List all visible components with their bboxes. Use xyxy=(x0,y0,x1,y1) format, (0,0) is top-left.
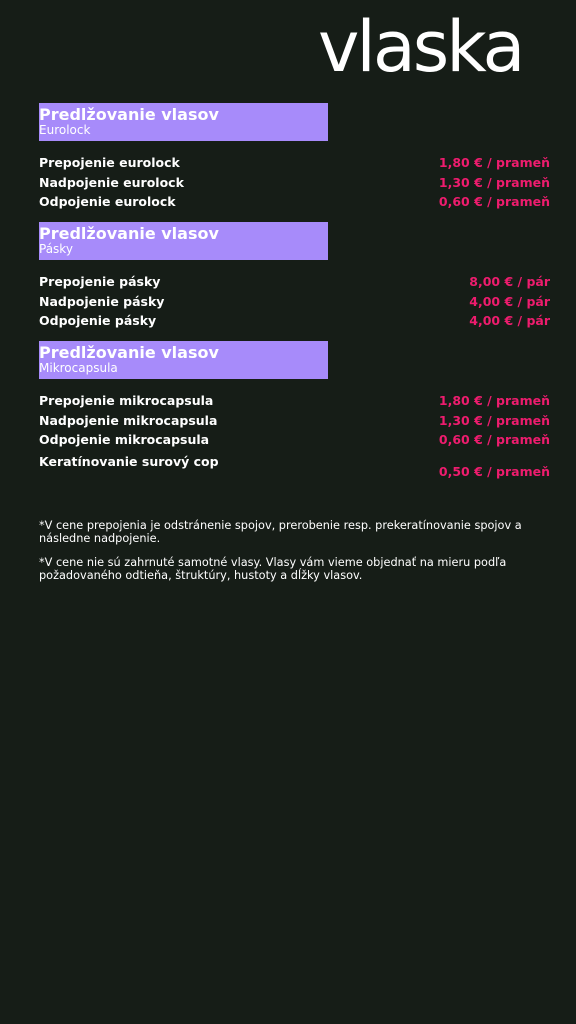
price-row xyxy=(39,294,550,314)
service-price: 8,00 € / pár xyxy=(469,274,550,289)
section-subtitle: Pásky xyxy=(39,242,73,256)
service-price: 0,50 € / prameň xyxy=(438,463,550,479)
section-header xyxy=(39,341,328,379)
service-name: Odpojenie eurolock xyxy=(39,194,176,209)
service-price: 4,00 € / pár xyxy=(469,293,550,309)
price-row xyxy=(39,393,550,413)
price-row xyxy=(39,413,550,433)
service-name: Prepojenie mikrocapsula xyxy=(39,393,214,408)
price-row xyxy=(39,454,550,490)
footnote: *V cene nie sú zahrnuté samotné vlasy. Vlasy vám vieme objednať na mieru podľa požadovaného odtieňa, štruktúry, hustoty a dĺžky vlasov. xyxy=(39,556,507,582)
price-row xyxy=(39,194,550,214)
service-name: Nadpojenie eurolock xyxy=(39,174,184,190)
service-name: Prepojenie pásky xyxy=(39,274,161,289)
price-row xyxy=(39,175,550,195)
section-title: Predlžovanie vlasov xyxy=(39,105,219,124)
section-title: Predlžovanie vlasov xyxy=(39,224,219,243)
price-row xyxy=(39,313,550,333)
service-price: 1,80 € / prameň xyxy=(438,393,550,408)
section-header xyxy=(39,222,328,260)
section-title: Predlžovanie vlasov xyxy=(39,343,219,362)
price-row xyxy=(39,432,550,452)
price-row xyxy=(39,274,550,294)
price-row xyxy=(39,155,550,175)
footnotes xyxy=(39,519,554,593)
vlaska-logo: vlaska xyxy=(318,6,523,88)
service-price: 1,30 € / prameň xyxy=(438,174,550,190)
service-name: Prepojenie eurolock xyxy=(39,155,180,170)
service-price: 1,80 € / prameň xyxy=(438,155,550,170)
service-name: Odpojenie pásky xyxy=(39,313,157,328)
service-name: Nadpojenie pásky xyxy=(39,293,165,309)
service-name: Keratínovanie surový cop xyxy=(39,453,219,469)
section-subtitle: Mikrocapsula xyxy=(39,361,118,375)
section-header xyxy=(39,103,328,141)
price-list xyxy=(39,155,550,214)
service-price: 0,60 € / prameň xyxy=(438,432,550,447)
service-price: 0,60 € / prameň xyxy=(438,194,550,209)
section-pasky xyxy=(39,222,550,333)
service-price: 1,30 € / prameň xyxy=(438,412,550,428)
price-list xyxy=(39,274,550,333)
section-mikrocapsula xyxy=(39,341,550,490)
price-list xyxy=(39,393,550,490)
footnote: *V cene prepojenia je odstránenie spojov, prerobenie resp. prekeratínovanie spojov a následne nadpojenie. xyxy=(39,519,522,545)
service-name: Odpojenie mikrocapsula xyxy=(39,432,210,447)
section-eurolock xyxy=(39,103,550,214)
service-name: Nadpojenie mikrocapsula xyxy=(39,412,218,428)
service-price: 4,00 € / pár xyxy=(469,313,550,328)
section-subtitle: Eurolock xyxy=(39,123,91,137)
